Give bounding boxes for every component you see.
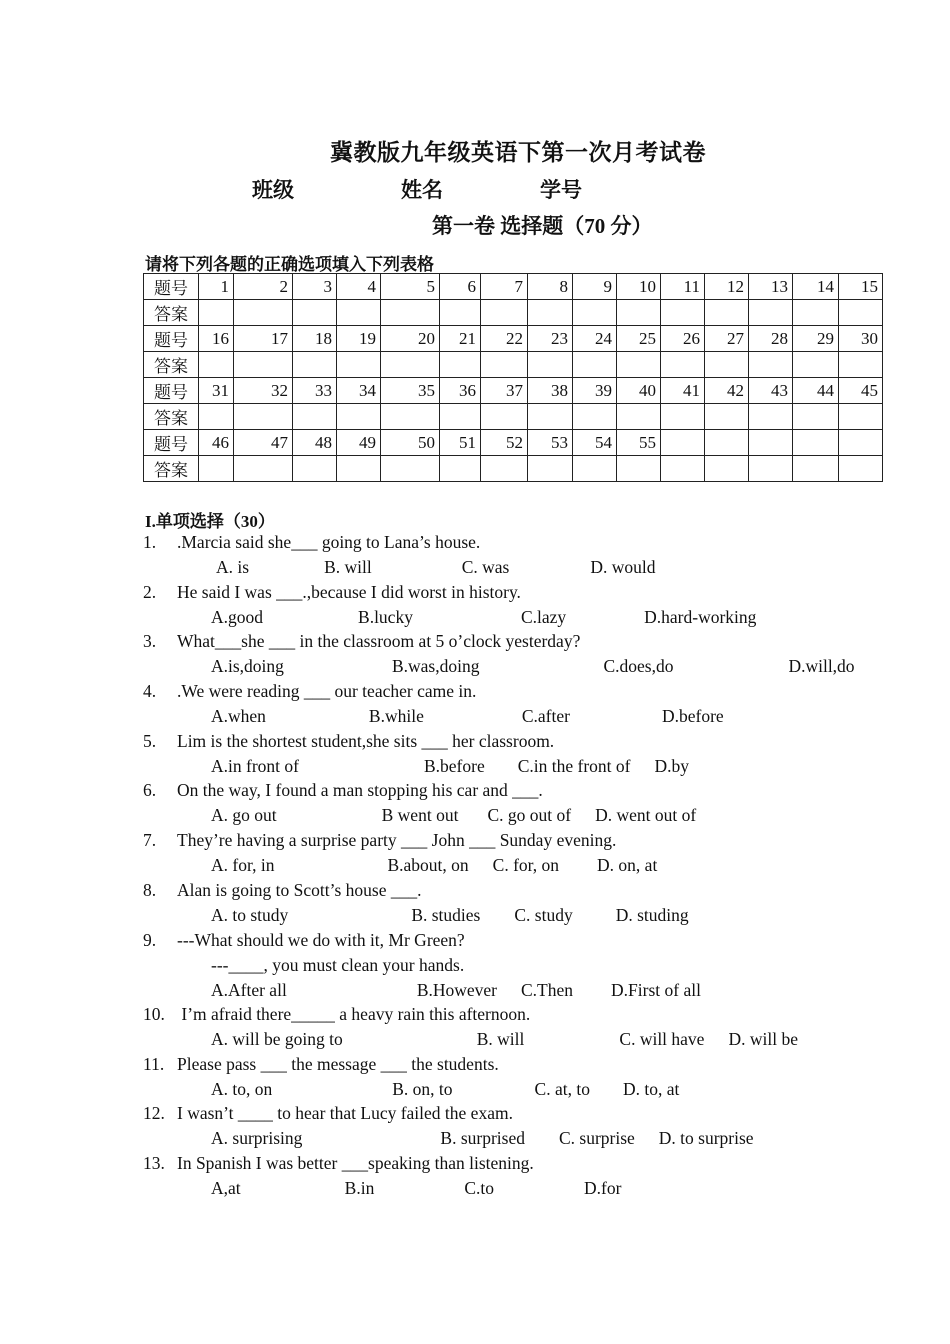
question-number-cell: 8 xyxy=(528,274,573,300)
question-stem xyxy=(143,828,616,853)
answer-cell[interactable] xyxy=(481,300,528,326)
answer-cell[interactable] xyxy=(528,300,573,326)
answer-options xyxy=(211,1176,621,1201)
question-number-label: 题号 xyxy=(144,274,199,300)
question-number: 6. xyxy=(143,780,157,801)
answer-options xyxy=(211,704,724,729)
class-label: 班级 xyxy=(252,178,294,202)
answer-option: C.after xyxy=(521,706,570,727)
question-item xyxy=(143,778,903,828)
question-text: .We were reading ___ our teacher came in. xyxy=(177,681,477,702)
answer-cell[interactable] xyxy=(199,404,234,430)
question-number: 2. xyxy=(143,581,157,602)
question-text: .Marcia said she___ going to Lana’s house. xyxy=(177,532,481,552)
answer-cell[interactable] xyxy=(705,456,749,482)
answer-cell[interactable] xyxy=(793,300,839,326)
answer-cell[interactable] xyxy=(573,352,617,378)
question-stem xyxy=(143,629,580,654)
question-number-cell xyxy=(661,430,705,456)
question-number-cell: 48 xyxy=(293,430,337,456)
answer-option: C. surprise xyxy=(558,1128,635,1149)
answer-option: A.in front of xyxy=(211,755,299,776)
answer-option: D. would xyxy=(590,557,656,577)
question-number-cell xyxy=(705,430,749,456)
answer-label: 答案 xyxy=(144,352,199,378)
question-text: Lim is the shortest student,she sits ___ her classroom. xyxy=(177,730,555,751)
question-number-cell: 49 xyxy=(337,430,381,456)
question-text: I’m afraid there_____ a heavy rain this afternoon. xyxy=(177,1004,531,1024)
answer-option: C.in the front of xyxy=(517,755,631,776)
answer-option: C.Then xyxy=(521,979,574,1000)
name-label: 姓名 xyxy=(401,178,443,202)
answer-row xyxy=(144,300,883,326)
question-number: 10. xyxy=(143,1004,165,1024)
answer-option: D.will,do xyxy=(788,656,855,677)
answer-option: A. to, on xyxy=(211,1078,273,1099)
answer-cell[interactable] xyxy=(381,404,440,430)
question-item xyxy=(143,629,903,679)
answer-option: B.However xyxy=(416,979,497,1000)
question-item xyxy=(143,1052,903,1102)
answer-option: B. will xyxy=(476,1029,525,1049)
exam-title: 冀教版九年级英语下第一次月考试卷 xyxy=(330,140,706,165)
answer-cell[interactable] xyxy=(705,404,749,430)
question-number-cell: 29 xyxy=(793,326,839,352)
question-text: In Spanish I was better ___speaking than listening. xyxy=(177,1153,534,1174)
question-item xyxy=(143,828,903,878)
question-number-cell: 6 xyxy=(440,274,481,300)
question-number-cell: 15 xyxy=(839,274,883,300)
question-number-cell: 20 xyxy=(381,326,440,352)
answer-cell[interactable] xyxy=(573,404,617,430)
answer-option: A.After all xyxy=(211,979,287,1000)
question-item xyxy=(143,679,903,729)
answer-option: A. will be going to xyxy=(211,1029,343,1049)
question-number-row xyxy=(144,274,883,300)
answer-option: D.before xyxy=(661,706,724,727)
answer-label: 答案 xyxy=(144,404,199,430)
answer-option: C. at, to xyxy=(534,1078,590,1099)
question-number-cell: 44 xyxy=(793,378,839,404)
answer-option: C.does,do xyxy=(603,656,674,677)
answer-cell[interactable] xyxy=(199,300,234,326)
answer-cell[interactable] xyxy=(793,404,839,430)
question-text: He said I was ___.,because I did worst in history. xyxy=(177,581,521,602)
answer-cell[interactable] xyxy=(481,456,528,482)
question-number-cell: 13 xyxy=(749,274,793,300)
question-number: 7. xyxy=(143,830,157,851)
answer-option: A,at xyxy=(211,1178,241,1199)
answer-options xyxy=(211,1027,798,1052)
question-number-cell: 39 xyxy=(573,378,617,404)
answer-option: C. for, on xyxy=(492,855,560,876)
question-number-cell: 2 xyxy=(234,274,293,300)
question-number-cell: 3 xyxy=(293,274,337,300)
answer-option: C. will have xyxy=(619,1029,705,1049)
answer-cell[interactable] xyxy=(234,300,293,326)
answer-cell[interactable] xyxy=(617,404,661,430)
question-number-cell: 42 xyxy=(705,378,749,404)
answer-option: A. go out xyxy=(211,805,277,826)
answer-cell[interactable] xyxy=(839,300,883,326)
answer-row xyxy=(144,352,883,378)
question-number-row xyxy=(144,326,883,352)
answer-cell[interactable] xyxy=(381,456,440,482)
question-number-cell: 18 xyxy=(293,326,337,352)
question-number-row xyxy=(144,430,883,456)
question-number-cell: 32 xyxy=(234,378,293,404)
answer-options xyxy=(211,853,657,878)
answer-cell[interactable] xyxy=(749,300,793,326)
answer-cell[interactable] xyxy=(705,352,749,378)
question-number-cell: 5 xyxy=(381,274,440,300)
answer-option: B.in xyxy=(344,1178,375,1199)
answer-option: D.for xyxy=(584,1178,622,1199)
question-number-cell: 34 xyxy=(337,378,381,404)
answer-option: A. for, in xyxy=(211,855,275,876)
answer-option: D.First of all xyxy=(611,979,701,1000)
answer-option: B.lucky xyxy=(358,606,413,627)
answer-cell[interactable] xyxy=(293,456,337,482)
answer-option: A.when xyxy=(211,706,266,727)
question-number: 12. xyxy=(143,1103,165,1124)
answer-options xyxy=(211,605,756,630)
question-number: 4. xyxy=(143,681,157,702)
answer-option: B. will xyxy=(324,557,372,577)
answer-cell[interactable] xyxy=(793,352,839,378)
question-stem xyxy=(143,878,422,903)
section-title: 第一卷 选择题（70 分） xyxy=(432,214,653,238)
answer-options xyxy=(211,803,696,828)
question-stem xyxy=(143,1052,499,1077)
question-number-cell: 41 xyxy=(661,378,705,404)
answer-cell[interactable] xyxy=(234,352,293,378)
question-text: Alan is going to Scott’s house ___. xyxy=(177,879,422,900)
question-stem xyxy=(143,778,543,803)
answer-cell[interactable] xyxy=(528,456,573,482)
answer-options xyxy=(211,654,855,679)
question-number-cell: 16 xyxy=(199,326,234,352)
answer-cell[interactable] xyxy=(234,404,293,430)
question-number: 5. xyxy=(143,730,157,751)
answer-row xyxy=(144,404,883,430)
question-item xyxy=(143,729,903,779)
answer-cell[interactable] xyxy=(440,300,481,326)
question-number: 13. xyxy=(143,1153,165,1174)
answer-cell[interactable] xyxy=(839,404,883,430)
question-stem xyxy=(143,928,465,953)
question-number-cell: 27 xyxy=(705,326,749,352)
answer-option: B went out xyxy=(381,805,459,826)
question-number-cell: 43 xyxy=(749,378,793,404)
answer-cell[interactable] xyxy=(337,352,381,378)
answer-cell[interactable] xyxy=(199,352,234,378)
question-number-label: 题号 xyxy=(144,378,199,404)
question-stem xyxy=(143,679,476,704)
answer-cell[interactable] xyxy=(337,456,381,482)
table-instruction: 请将下列各题的正确选项填入下列表格 xyxy=(145,255,434,274)
question-number-cell: 22 xyxy=(481,326,528,352)
answer-cell[interactable] xyxy=(793,456,839,482)
answer-cell[interactable] xyxy=(617,456,661,482)
question-item xyxy=(143,1101,903,1151)
question-number-cell: 23 xyxy=(528,326,573,352)
question-number-cell xyxy=(793,430,839,456)
student-id-label: 学号 xyxy=(540,178,582,202)
answer-cell[interactable] xyxy=(234,456,293,482)
answer-option: B.was,doing xyxy=(391,656,480,677)
question-number-cell: 35 xyxy=(381,378,440,404)
question-item xyxy=(143,1002,903,1052)
question-dialogue-line: ---____, you must clean your hands. xyxy=(211,954,465,975)
answer-cell[interactable] xyxy=(617,300,661,326)
question-number-cell xyxy=(749,430,793,456)
question-number-label: 题号 xyxy=(144,326,199,352)
answer-option: C.lazy xyxy=(520,606,567,627)
question-number-cell: 4 xyxy=(337,274,381,300)
question-number-cell: 21 xyxy=(440,326,481,352)
answer-option: D.hard-working xyxy=(644,606,757,627)
answer-option: D. to, at xyxy=(622,1078,680,1099)
question-number-cell: 14 xyxy=(793,274,839,300)
answer-option: D. on, at xyxy=(597,855,658,876)
question-number: 1. xyxy=(143,532,157,552)
answer-row xyxy=(144,456,883,482)
answer-cell[interactable] xyxy=(440,404,481,430)
answer-option: D. went out of xyxy=(595,805,697,826)
question-number-cell: 19 xyxy=(337,326,381,352)
question-number-cell: 28 xyxy=(749,326,793,352)
part-one-title: I.单项选择（30） xyxy=(145,512,275,531)
question-number-cell: 47 xyxy=(234,430,293,456)
question-list xyxy=(143,530,903,1201)
question-stem xyxy=(143,1151,534,1176)
question-number-cell: 52 xyxy=(481,430,528,456)
question-stem xyxy=(143,530,480,555)
question-number: 8. xyxy=(143,879,157,900)
answer-option: C. was xyxy=(461,557,510,577)
question-number-cell: 54 xyxy=(573,430,617,456)
question-number-cell xyxy=(839,430,883,456)
answer-cell[interactable] xyxy=(199,456,234,482)
question-text: I wasn’t ____ to hear that Lucy failed the exam. xyxy=(177,1103,513,1124)
question-text: What___she ___ in the classroom at 5 o’clock yesterday? xyxy=(177,631,581,652)
question-number-cell: 26 xyxy=(661,326,705,352)
answer-cell[interactable] xyxy=(749,456,793,482)
answer-options xyxy=(211,1126,754,1151)
question-number-cell: 9 xyxy=(573,274,617,300)
answer-option: B.before xyxy=(423,755,485,776)
question-number-cell: 1 xyxy=(199,274,234,300)
answer-option: C.to xyxy=(464,1178,494,1199)
question-text: ---What should we do with it, Mr Green? xyxy=(177,929,465,950)
answer-cell[interactable] xyxy=(440,352,481,378)
answer-label: 答案 xyxy=(144,300,199,326)
question-number-cell: 24 xyxy=(573,326,617,352)
question-number-cell: 51 xyxy=(440,430,481,456)
answer-cell[interactable] xyxy=(337,404,381,430)
answer-cell[interactable] xyxy=(528,404,573,430)
question-number-cell: 11 xyxy=(661,274,705,300)
question-number-cell: 53 xyxy=(528,430,573,456)
question-number-cell: 36 xyxy=(440,378,481,404)
question-number-cell: 12 xyxy=(705,274,749,300)
answer-cell[interactable] xyxy=(749,352,793,378)
answer-option: B. on, to xyxy=(392,1078,453,1099)
answer-cell[interactable] xyxy=(381,352,440,378)
answer-options xyxy=(211,978,701,1003)
answer-cell[interactable] xyxy=(293,404,337,430)
answer-cell[interactable] xyxy=(661,404,705,430)
question-number-cell: 7 xyxy=(481,274,528,300)
answer-option: B.about, on xyxy=(387,855,469,876)
answer-cell[interactable] xyxy=(293,352,337,378)
answer-option: D.by xyxy=(654,755,690,776)
answer-table xyxy=(143,273,883,482)
answer-options xyxy=(211,903,689,928)
question-number-cell: 37 xyxy=(481,378,528,404)
answer-options xyxy=(211,754,689,779)
question-number: 9. xyxy=(143,929,157,950)
answer-option: B. studies xyxy=(411,904,481,925)
question-item xyxy=(143,580,903,630)
question-text: Please pass ___ the message ___ the students. xyxy=(177,1053,499,1074)
answer-cell[interactable] xyxy=(617,352,661,378)
answer-cell[interactable] xyxy=(337,300,381,326)
question-stem xyxy=(143,729,554,754)
answer-cell[interactable] xyxy=(481,404,528,430)
answer-label: 答案 xyxy=(144,456,199,482)
answer-cell[interactable] xyxy=(573,300,617,326)
answer-option: A.good xyxy=(211,606,264,627)
question-number-label: 题号 xyxy=(144,430,199,456)
question-stem xyxy=(143,580,521,605)
question-number-cell: 25 xyxy=(617,326,661,352)
question-stem xyxy=(143,1101,513,1126)
answer-option: A. to study xyxy=(211,904,289,925)
question-number-cell: 55 xyxy=(617,430,661,456)
answer-option: A. surprising xyxy=(211,1128,303,1149)
answer-options xyxy=(211,555,656,580)
question-number-cell: 10 xyxy=(617,274,661,300)
answer-cell[interactable] xyxy=(661,456,705,482)
answer-cell[interactable] xyxy=(381,300,440,326)
answer-option: B.while xyxy=(368,706,424,727)
question-item xyxy=(143,530,903,580)
question-item xyxy=(143,928,903,1003)
answer-cell[interactable] xyxy=(293,300,337,326)
answer-cell[interactable] xyxy=(749,404,793,430)
answer-cell[interactable] xyxy=(573,456,617,482)
answer-cell[interactable] xyxy=(440,456,481,482)
question-number-cell: 50 xyxy=(381,430,440,456)
answer-cell[interactable] xyxy=(528,352,573,378)
answer-cell[interactable] xyxy=(839,352,883,378)
question-number: 3. xyxy=(143,631,157,652)
question-item xyxy=(143,878,903,928)
answer-option: D. studing xyxy=(615,904,689,925)
answer-option: A. is xyxy=(216,557,250,577)
question-number-cell: 38 xyxy=(528,378,573,404)
question-text: On the way, I found a man stopping his car and ___. xyxy=(177,780,543,801)
answer-option: C. go out of xyxy=(487,805,572,826)
question-number-cell: 45 xyxy=(839,378,883,404)
answer-cell[interactable] xyxy=(705,300,749,326)
question-number-cell: 17 xyxy=(234,326,293,352)
question-number-cell: 46 xyxy=(199,430,234,456)
question-number-cell: 33 xyxy=(293,378,337,404)
answer-cell[interactable] xyxy=(481,352,528,378)
answer-cell[interactable] xyxy=(661,300,705,326)
question-text: They’re having a surprise party ___ John ___ Sunday evening. xyxy=(177,830,617,851)
question-item xyxy=(143,1151,903,1201)
answer-option: C. study xyxy=(514,904,573,925)
question-number-cell: 40 xyxy=(617,378,661,404)
answer-option: B. surprised xyxy=(440,1128,525,1149)
question-number: 11. xyxy=(143,1053,165,1074)
question-number-row xyxy=(144,378,883,404)
answer-cell[interactable] xyxy=(661,352,705,378)
answer-options xyxy=(211,1077,679,1102)
answer-option: A.is,doing xyxy=(211,656,284,677)
question-number-cell: 30 xyxy=(839,326,883,352)
answer-option: D. to surprise xyxy=(658,1128,754,1149)
question-stem xyxy=(143,1002,530,1027)
question-number-cell: 31 xyxy=(199,378,234,404)
answer-option: D. will be xyxy=(728,1029,798,1049)
answer-cell[interactable] xyxy=(839,456,883,482)
